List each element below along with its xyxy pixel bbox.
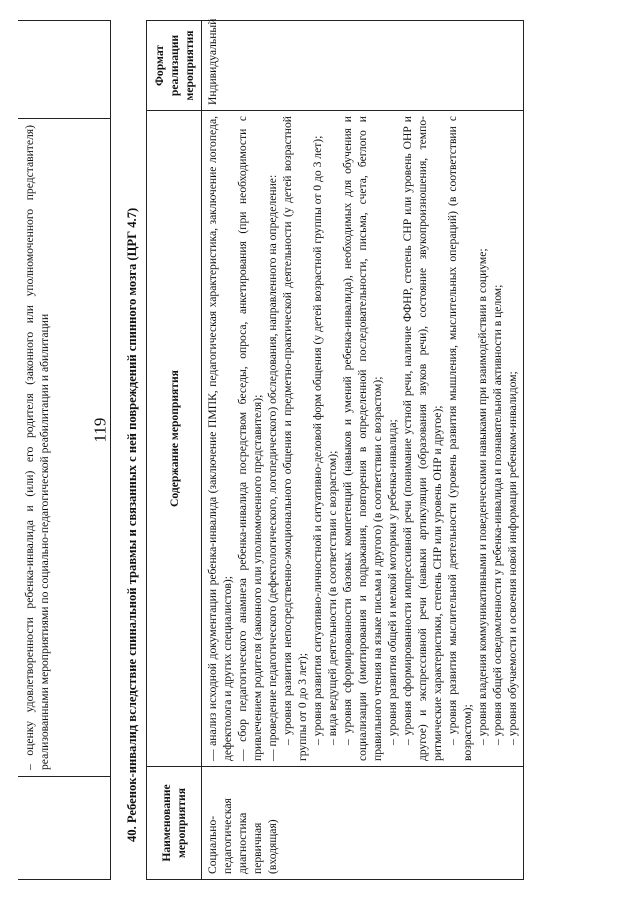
content-subitem: – уровня сформированности импрессивной речи (понимание устной речи, наличие ФФНР, степень СНР или уровень ОНР и другое) и экспрессивной речи (навыки артикуляции (образования звуков речи), состояние звукопроизношения, темпо-ритмические характеристики, степень СНР или уровень ОНР и другое); — [401, 116, 444, 761]
header-format: Формат реализации мероприятия — [147, 21, 202, 111]
row-content-cell — [202, 111, 524, 767]
section-title: 40. Ребенок-инвалид вследствие спинальной травмы и связанных с ней повреждений спинного мозга (ЦРГ 4.7) — [125, 207, 139, 842]
header-name: Наименование мероприятия — [147, 767, 202, 880]
content-subitem: – уровня развития мыслительной деятельности (уровень развития мышления, мыслительных операций) (в соответствии с возрастом); — [446, 116, 474, 761]
previous-row-format-cell — [18, 20, 110, 118]
content-subitem: – уровня сформированности базовых компетенций (навыков и умений ребенка-инвалида), необходимых для обучения и социализации (имитирования и подражания, повторения в определенной последовательности, письма, счета, беглого и правильного чтения на языке письма и другого) (в соответствии с возрастом); — [341, 116, 384, 761]
table-row — [202, 21, 524, 880]
content-subitem: – вида ведущей деятельности (в соответствии с возрастом); — [326, 450, 339, 745]
page-number: 119 — [90, 417, 110, 443]
row-format-cell: Индивидуальный — [202, 21, 524, 111]
header-content: Содержание мероприятия — [147, 111, 202, 767]
content-line: — проведение педагогического (дефектологического, логопедического) обследования, направленного на определение: — [266, 174, 279, 761]
rotated-page-content — [20, 20, 620, 880]
content-subitem: – уровня владения коммуникативными и поведенческими навыками при взаимодействии в социуме; — [476, 248, 489, 745]
content-subitem: – уровня развития общей и мелкой моторики у ребенка-инвалида; — [386, 419, 399, 745]
content-line: — анализ исходной документации ребенка-инвалида (заключение ПМПК, педагогическая характеристика, заключение логопеда, дефектолога и других специалистов); — [206, 116, 234, 761]
activity-table — [146, 20, 524, 880]
previous-row-name-cell — [18, 776, 110, 879]
content-subitem: – уровня обучаемости и освоения новой информации ребенком-инвалидом; — [506, 371, 519, 745]
previous-row-content-cell: – оценку удовлетворенности ребенка-инвалида и (или) его родителя (законного или уполномоченного представителя) реализованными мероприятиями по социально-педагогической реабилитации и абилитации — [18, 118, 110, 776]
content-subitem: – уровня развития непосредственно-эмоционального общения и предметно-практической деятельности (у детей возрастной группы от 0 до 3 лет); — [281, 116, 309, 761]
row-name-cell: Социально-педагогическая диагностика первичная (входящая) — [202, 767, 524, 880]
content-line: — сбор педагогического анамнеза ребенка-инвалида посредством беседы, опроса, анкетирования (при необходимости с привлечением родителя (законного или уполномоченного представителя); — [236, 116, 264, 761]
content-subitem: – уровня общей осведомленности у ребенка-инвалида и познавательной активности в целом; — [491, 284, 504, 745]
content-subitem: – уровня развития ситуативно-личностной и ситуативно-деловой форм общения (у детей возрастной группы от 0 до 3 лет); — [311, 135, 324, 745]
table-header-row — [147, 21, 202, 880]
previous-table-row — [18, 20, 111, 880]
